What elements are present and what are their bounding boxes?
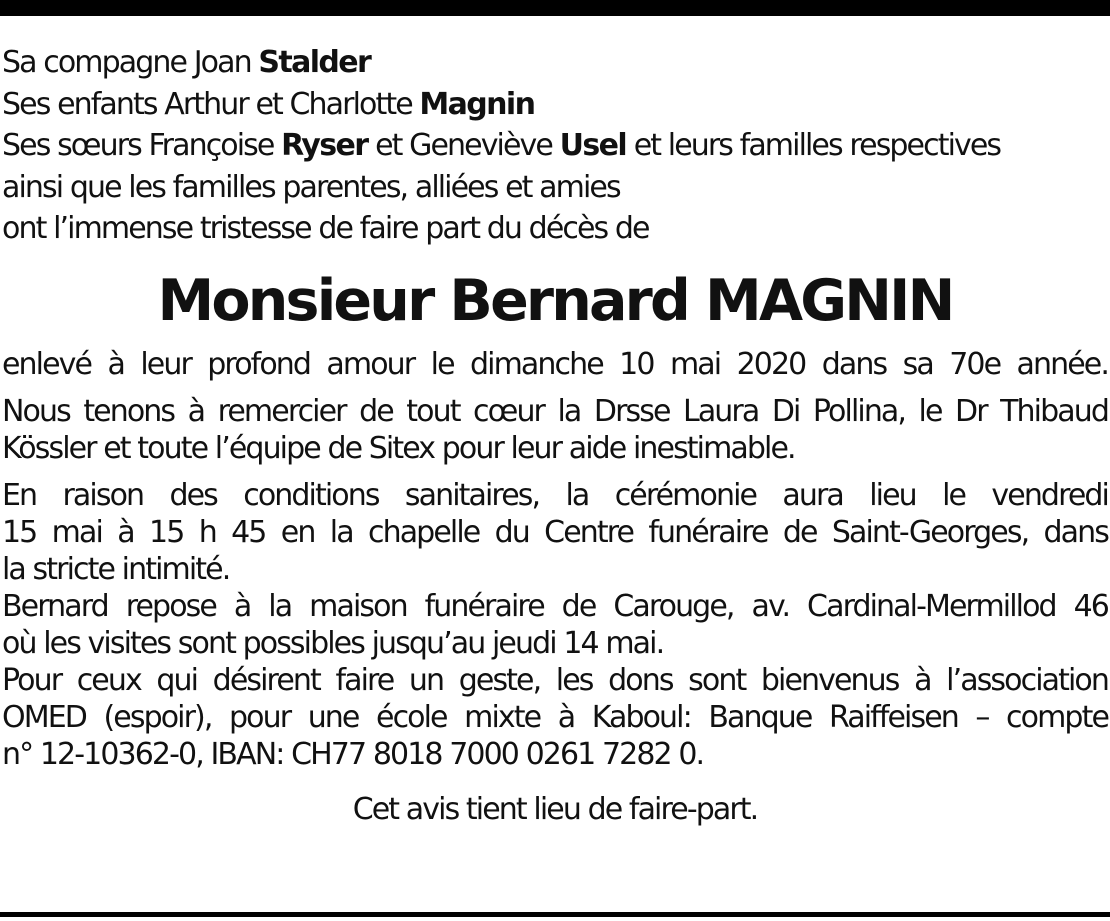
family-surname: Ryser [281,128,368,163]
family-surname: Stalder [258,45,371,80]
ceremony-paragraph [2,477,1108,588]
closing-note: Cet avis tient lieu de faire-part. [352,791,758,827]
rest-line: Bernard repose à la maison funéraire de Carouge, av. Cardinal-Mermillod 46 [2,588,1108,624]
family-text: Ses enfants Arthur et Charlotte [2,86,420,122]
donations-line: n° 12-10362-0, IBAN: CH77 8018 7000 0261 7282 0. [2,736,704,772]
obituary-notice [2,42,1108,828]
thanks-line: Kössler et toute l’équipe de Sitex pour leur aide inestimable. [2,430,795,466]
ceremony-line: En raison des conditions sanitaires, la cérémonie aura lieu le vendredi [2,477,1108,513]
family-text: et Geneviève [367,128,560,163]
family-list [2,42,1108,250]
family-line-announcement [2,208,1108,250]
family-text: et leurs familles respectives [626,128,1001,163]
family-text: ont l’immense tristesse de faire part du décès de [2,211,649,246]
family-text: Ses sœurs Françoise [2,128,282,163]
family-line-partner [2,42,1108,84]
family-surname: Usel [559,128,627,163]
rest-line: où les visites sont possibles jusqu’au jeudi 14 mai. [2,625,664,661]
donations-paragraph [2,662,1108,773]
death-line: enlevé à leur profond amour le dimanche 10 mai 2020 dans sa 70e année. [2,346,1108,382]
family-surname: Magnin [419,86,535,122]
thanks-paragraph [2,393,1108,467]
family-line-relatives [2,167,1108,209]
family-line-sisters [2,125,1108,167]
family-line-children [2,84,1108,126]
donations-line: Pour ceux qui désirent faire un geste, les dons sont bienvenus à l’association [2,662,1108,698]
rest-paragraph [2,588,1108,662]
ceremony-line: 15 mai à 15 h 45 en la chapelle du Centre funéraire de Saint-Georges, dans [2,514,1108,550]
top-rule [0,0,1110,16]
ceremony-line: la stricte intimité. [2,551,230,587]
deceased-name: Monsieur Bernard MAGNIN [157,267,953,334]
family-text: Sa compagne Joan [2,45,259,80]
bottom-rule [0,912,1110,917]
family-text: ainsi que les familles parentes, alliées et amies [2,169,620,205]
thanks-line: Nous tenons à remercier de tout cœur la Drsse Laura Di Pollina, le Dr Thibaud [2,393,1108,429]
donations-line: OMED (espoir), pour une école mixte à Kaboul: Banque Raiffeisen – compte [2,699,1108,735]
